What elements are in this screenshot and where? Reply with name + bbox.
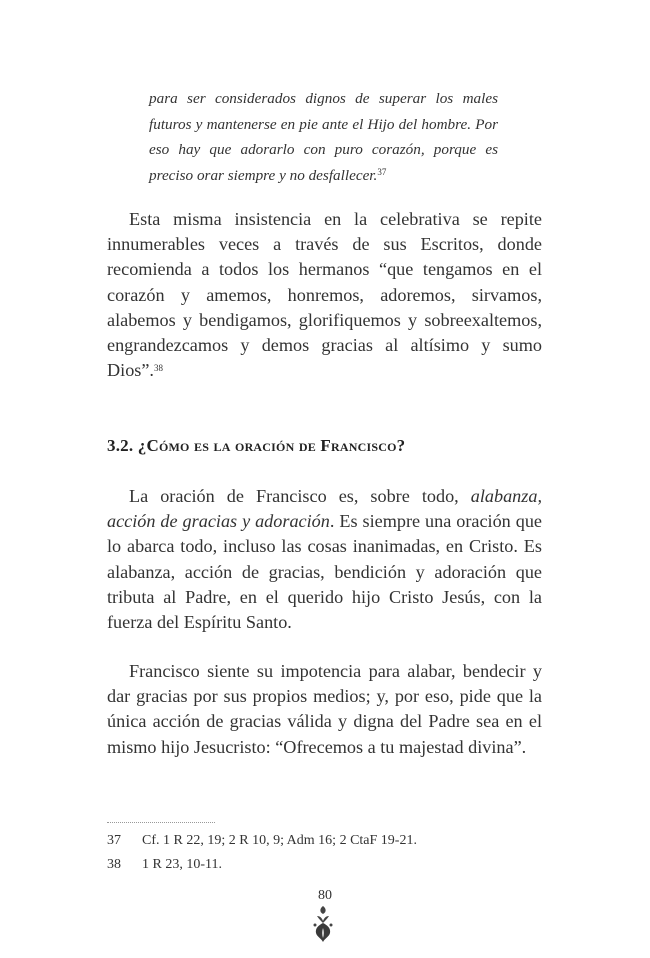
block-quote — [149, 86, 498, 188]
footnote-ref-38[interactable]: 38 — [153, 363, 163, 374]
paragraph-rest: . Es siempre una oración que lo abarca todo, incluso las cosas inanimadas, en Cristo. Es alabanza, acción de gracias, bendición y adoración que tributa al Padre, en el querido hijo Cristo Jesús, con la fuerza del Espíritu Santo. — [107, 511, 542, 633]
paragraph-oracion — [107, 484, 542, 635]
paragraph-lead: La oración de Francisco es, sobre todo, — [129, 486, 459, 506]
fleuron-icon — [311, 904, 335, 946]
section-heading — [107, 436, 405, 456]
section-number: 3.2. — [107, 436, 134, 455]
footnote-37 — [107, 832, 417, 850]
paragraph-emphasis: alabanza, acción de gracias y adoración — [107, 486, 542, 532]
footnote-text: Cf. 1 R 22, 19; 2 R 10, 9; Adm 16; 2 CtaF 19-21. — [142, 833, 417, 848]
paragraph-text: Esta misma insistencia en la celebrativa se repite innumerables veces a través de sus Escritos, donde recomienda a todos los hermanos “que tengamos en el corazón y amemos, honremos, adoremos, sirvamos, alabemos y bendigamos, glorifiquemos y sobreexaltemos, engrandezcamos y demos gracias al altísimo y sumo Dios”. — [107, 209, 542, 381]
footnote-text: 1 R 23, 10-11. — [142, 857, 222, 872]
section-title: ¿Cómo es la oración de Francisco? — [137, 436, 406, 455]
quote-text: para ser considerados dignos de superar los males futuros y mantenerse en pie ante el Hijo del hombre. Por eso hay que adorarlo con puro corazón, porque es preciso orar siempre y no desfallecer. — [149, 90, 498, 184]
paragraph-celebrativa — [107, 207, 542, 383]
paragraph-impotencia — [107, 659, 542, 760]
footnote-ref-37[interactable]: 37 — [377, 166, 387, 177]
footnote-38 — [107, 856, 222, 874]
page-number: 80 — [318, 888, 332, 903]
footnote-number: 38 — [107, 857, 121, 872]
paragraph-text: Francisco siente su impotencia para alabar, bendecir y dar gracias por sus propios medios; y, por eso, pide que la única acción de gracias válida y digna del Padre sea en el mismo hijo Jesucristo: “Ofrecemos a tu majestad divina”. — [107, 661, 542, 757]
footnote-number: 37 — [107, 833, 121, 848]
footnote-divider — [107, 822, 215, 823]
